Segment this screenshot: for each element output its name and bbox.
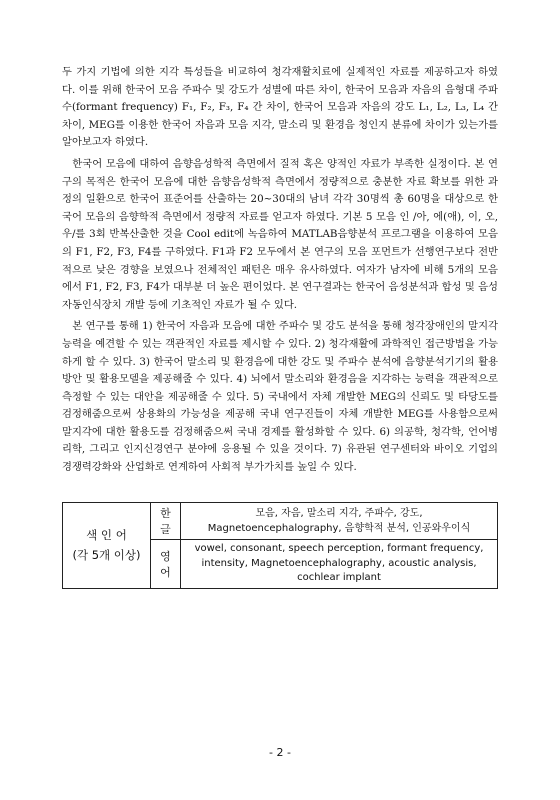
keywords-title: 색 인 어: [86, 528, 127, 543]
korean-label: 한 글: [151, 503, 181, 540]
keywords-title-note: (각 5개 이상): [72, 548, 141, 563]
korean-keywords-line: 모음, 자음, 말소리 지각, 주파수, 강도,: [255, 508, 423, 519]
english-keywords-line: vowel, consonant, speech perception, formant frequency,: [194, 543, 484, 554]
paragraph-expected-outcomes: 본 연구를 통해 1) 한국어 자음과 모음에 대한 주파수 및 강도 분석을 통해 청각장애인의 말지각 능력을 예견할 수 있는 객관적인 자료를 제시할 수 있다. 2) 청각재활에 과학적인 접근방법을 가능하게 할 수 있다. 3) 한국어 말소리 및 환경음에 대한 강도 및 주파수 분석에 음향분석기기의 활용방안 및 활용모델을 제공해줄 수 있다. 4) 뇌에서 말소리와 환경음을 지각하는 능력을 객관적으로 측정할 수 있는 대안을 제공해줄 수 있다. 5) 국내에서 자체 개발한 MEG의 신뢰도 및 타당도를 검정해줌으로써 상용화의 가능성을 제공해 국내 연구진들이 자체 개발한 MEG를 사용함으로써 말지각에 대한 활용도를 검정해줌으써 국내 경제를 활성화할 수 있다. 6) 의공학, 청각학, 언어병리학, 그리고 인지신경연구 분야에 응용될 수 있을 것이다. 7) 유관된 연구센터와 바이오 기업의 경쟁력강화와 산업화로 연계하여 사회적 부가가치를 높일 수 있다.: [62, 320, 498, 474]
paragraph-continuation: 두 가지 기법에 의한 지각 특성들을 비교하여 청각재활치료에 실제적인 자료를 제공하고자 하였다. 이를 위해 한국어 모음 주파수 및 강도가 성별에 따른 차이, 한국어 모음과 자음의 음형대 주파수(formant frequency) F₁, F₂, F₃, F₄ 간 차이, 한국어 모음과 자음의 강도 L₁, L₂, L₃, L₄ 간 차이, MEG를 이용한 한국어 자음과 모음 지각, 말소리 및 환경음 청인지 분류에 차이가 있는가를 알아보고자 하였다.: [62, 66, 498, 149]
keywords-table: [62, 502, 498, 589]
english-keywords-line: intensity, Magnetoencephalography, acoustic analysis,: [201, 557, 477, 569]
english-keywords-line: cochlear implant: [297, 572, 381, 583]
keywords-title-cell: [63, 503, 151, 589]
korean-keywords: [181, 503, 498, 540]
keywords-row-korean: [63, 503, 498, 540]
page-number: - 2 -: [269, 746, 291, 759]
english-label: 영 어: [151, 540, 181, 589]
korean-keywords-line: Magnetoencephalography, 음향학적 분석, 인공와우이식: [207, 523, 471, 534]
paragraph-background: 한국어 모음에 대하여 음향음성학적 측면에서 질적 혹은 양적인 자료가 부족한 실정이다. 본 연구의 목적은 한국어 모음에 대한 음향음성학적 측면에서 정량적으로 충분한 자료 확보를 위한 과정의 일환으로 한국어 표준어를 산출하는 20~30대의 남녀 각각 30명씩 총 60명을 대상으로 한국어 모음의 음향학적 측면에서 정량적 자료를 얻고자 하였다. 기본 5 모음 인 /아, 에(애), 이, 오, 우/를 3회 반복산출한 것을 Cool edit에 녹음하여 MATLAB음향분석 프로그램을 이용하여 모음의 F1, F2, F3, F4를 구하였다. F1과 F2 모두에서 본 연구의 모음 포먼트가 선행연구보다 전반적으로 낮은 경향을 보였으나 전체적인 패턴은 매우 유사하였다. 여자가 남자에 비해 5개의 모음에서 F1, F2, F3, F4가 대부분 더 높은 편이었다. 본 연구결과는 한국어 음성분석과 합성 및 음성자동인식장치 개발 등에 기초적인 자료가 될 수 있다.: [62, 157, 498, 311]
body-text: [62, 64, 498, 481]
english-keywords: [181, 540, 498, 589]
